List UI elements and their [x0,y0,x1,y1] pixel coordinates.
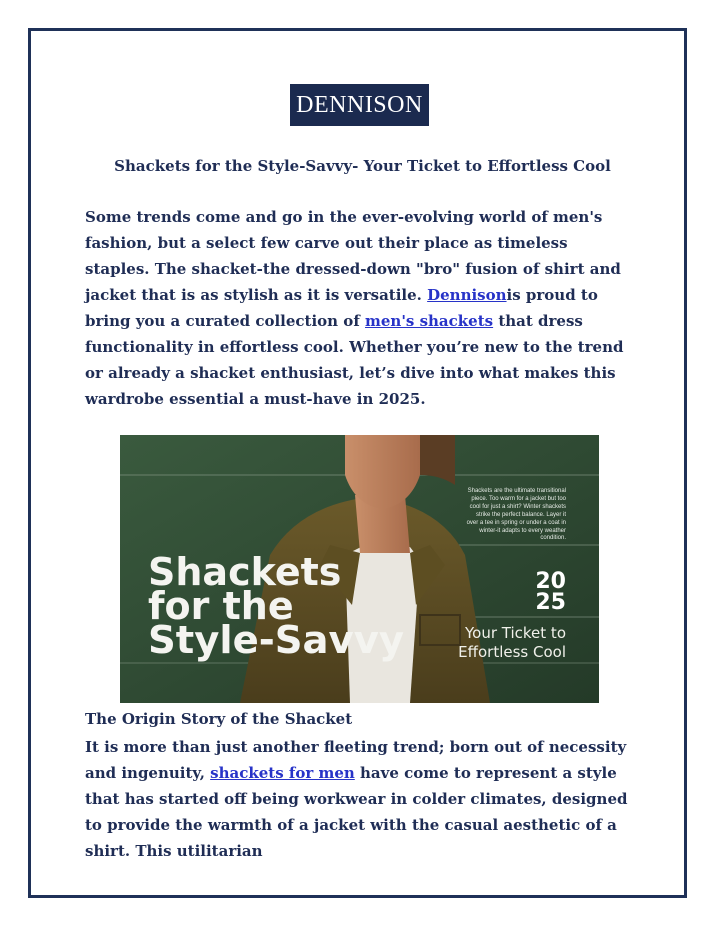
hero-banner-image [120,435,599,703]
tagline-line2: Effortless Cool [458,643,566,661]
intro-text-1: Some trends come and go in the ever-evolving world of men's fashion, but a select few carve out their place as timeless staples. The shacket-the dressed-down "bro" fusion of shirt and jacket that is as stylish as it is versatile. [85,208,621,304]
hero-headline-line1: Shackets [148,550,342,594]
page-title: Shackets for the Style-Savvy- Your Ticket to Effortless Cool [114,157,611,175]
blurb-line: condition. [540,535,566,541]
blurb-line: piece. Too warm for a jacket but too [471,496,566,502]
tagline-line1: Your Ticket to [465,624,566,642]
origin-paragraph [85,734,630,864]
year-line1: 20 [535,569,566,594]
mens-shackets-link[interactable]: men's shackets [365,312,494,330]
origin-text-2: have come to represent a style that has started off being workwear in colder climates, designed to provide the warmth of a jacket with the casual aesthetic of a shirt. This utilitarian [85,764,628,860]
intro-paragraph [85,204,630,412]
hero-headline-line2: for the [148,584,294,628]
shackets-for-men-link[interactable]: shackets for men [210,764,355,782]
intro-text-3: that dress functionality in effortless cool. Whether you’re new to the trend or already a shacket enthusiast, let’s dive into what makes this wardrobe essential a must-have in 2025. [85,312,624,408]
dennison-logo[interactable] [290,84,429,126]
blurb-line: strike the perfect balance. Layer it [475,512,566,518]
hero-headline-line3: Style-Savvy [148,618,405,662]
origin-text-1: It is more than just another fleeting trend; born out of necessity and ingenuity, [85,738,627,782]
section-heading-origin: The Origin Story of the Shacket [85,710,353,728]
blurb-line: over a tee in spring or under a coat in [466,520,566,526]
year-line2: 25 [535,590,566,615]
logo-text: DENNISON [296,91,423,118]
blurb-line: Shackets are the ultimate transitional [467,488,566,494]
intro-text-2: is proud to bring you a curated collection of [85,286,598,330]
blurb-line: cool for just a shirt? Winter shackets [469,504,566,510]
dennison-link[interactable]: Dennison [427,286,507,304]
blurb-line: winter-it adapts to every weather [479,528,566,534]
